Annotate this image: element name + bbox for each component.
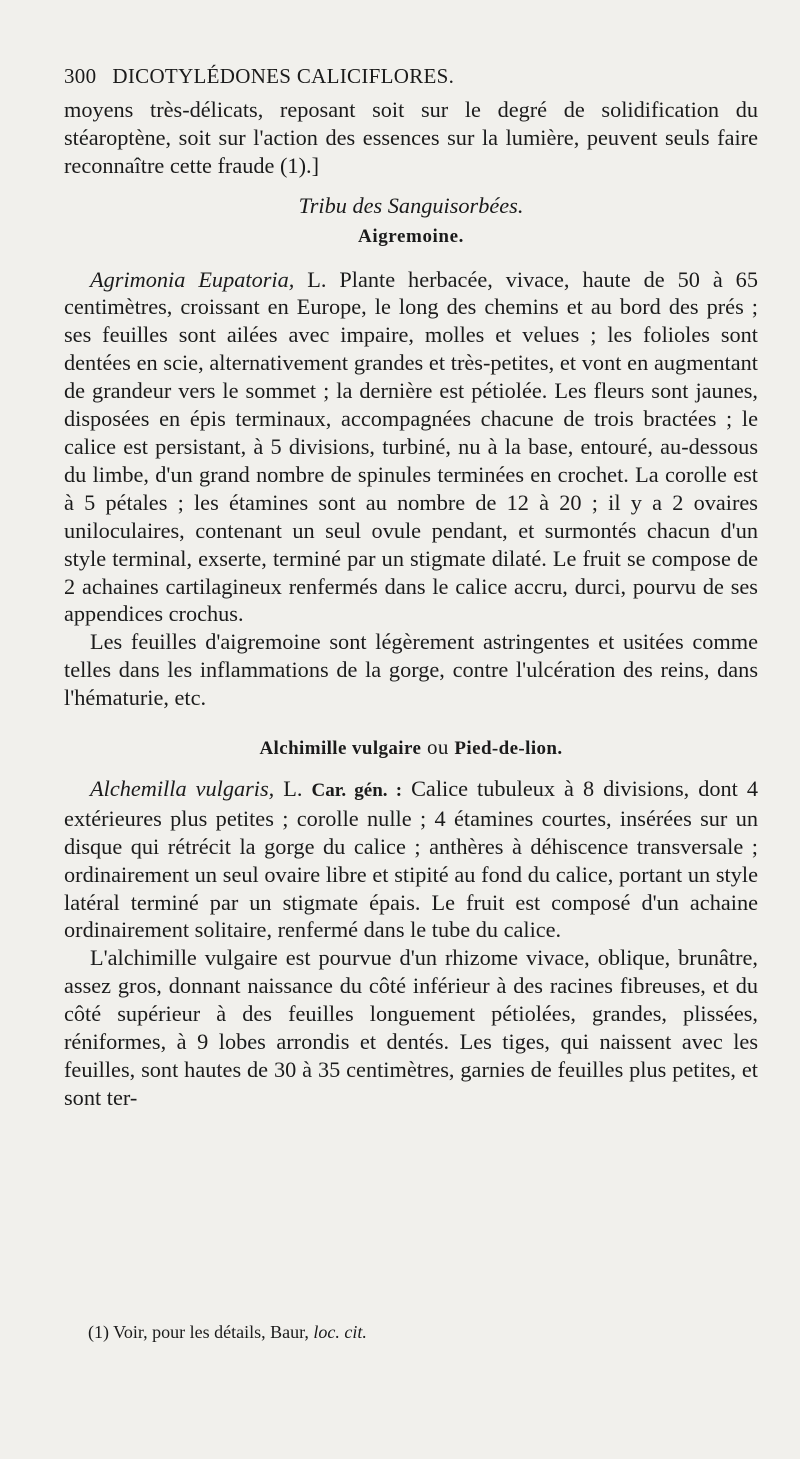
species-name: Agrimonia Eupatoria,	[90, 266, 295, 292]
footnote-text: (1) Voir, pour les détails, Baur,	[88, 1322, 314, 1342]
aigremoine-description	[64, 266, 758, 629]
heading-part-2: ou	[421, 735, 455, 760]
heading-part-1: Alchimille vulgaire	[259, 738, 422, 760]
description-text: Plante herbacée, vivace, haute de 50 à 65 centimètres, croissant en Europe, le long des chemins et au bord des prés ; ses feuilles sont ailées avec impaire, molles et velues ; les folioles sont dentées en scie, alternativement grandes et très-petites, et vont en augmentant de grandeur vers le sommet ; la dernière est pétiolée. Les fleurs sont jaunes, disposées en épis terminaux, accompagnées chacune de trois bractées ; le calice est persistant, à 5 divisions, turbiné, nu à la base, entouré, au-dessous du limbe, d'un grand nombre de spinules terminées en crochet. La corolle est à 5 pétales ; les étamines sont au nombre de 12 à 20 ; il y a 2 ovaires uniloculaires, contenant un seul ovule pendant, et surmontés chacun d'un style terminal, exserte, terminé par un stigmate dilaté. Le fruit se compose de 2 achaines cartilagineux renfermés dans le calice accru, durci, pourvu de ses appendices crochus.	[64, 266, 758, 627]
intro-paragraph: moyens très-délicats, reposant soit sur le degré de solidification du stéaroptène, soit sur l'action des essences sur la lumière, peuvent seuls faire reconnaître cette fraude (1).]	[64, 97, 758, 178]
alchimille-characters	[64, 775, 758, 944]
generic-characters-label: Car. gén. :	[311, 779, 403, 801]
running-title: DICOTYLÉDONES CALICIFLORES.	[112, 64, 455, 88]
tribe-heading: Tribu des Sanguisorbées.	[298, 192, 524, 218]
species-name: Alchemilla vulgaris,	[90, 775, 275, 801]
alchimille-description: L'alchimille vulgaire est pourvue d'un rhizome vivace, oblique, brunâtre, assez gros, donnant naissance du côté inférieur à des racines fibreuses, et du côté supérieur à des feuilles longuement pétiolées, grandes, plissées, réniformes, à 9 lobes arrondis et dentés. Les tiges, qui naissent avec les feuilles, sont hautes de 30 à 35 centimètres, garnies de feuilles plus petites, et sont ter-	[64, 945, 758, 1110]
author-abbrev: L.	[294, 266, 327, 292]
page-number: 300	[64, 64, 97, 88]
characters-text: Calice tubuleux à 8 divisions, dont 4 extérieures plus petites ; corolle nulle ; 4 étamines courtes, insérées sur un disque qui rétrécit la gorge du calice ; anthères à déhiscence transversale ; ordinairement un seul ovaire libre et stipité au fond du calice, portant un style latéral terminé par un stigmate épais. Le fruit est composé d'un achaine ordinairement solitaire, renfermé dans le tube du calice.	[64, 775, 758, 943]
page-body	[64, 96, 758, 1112]
running-header	[64, 64, 534, 89]
heading-part-3: Pied-de-lion.	[454, 738, 563, 760]
author-abbrev: L.	[274, 775, 312, 801]
footnote	[88, 1322, 758, 1343]
section-heading-aigremoine: Aigremoine.	[358, 225, 464, 247]
aigremoine-uses: Les feuilles d'aigremoine sont légèrement astringentes et usitées comme telles dans les inflammations de la gorge, contre l'ulcération des reins, dans l'hématurie, etc.	[64, 629, 758, 711]
section-heading-alchimille	[64, 734, 758, 763]
footnote-reference: loc. cit.	[313, 1322, 367, 1342]
